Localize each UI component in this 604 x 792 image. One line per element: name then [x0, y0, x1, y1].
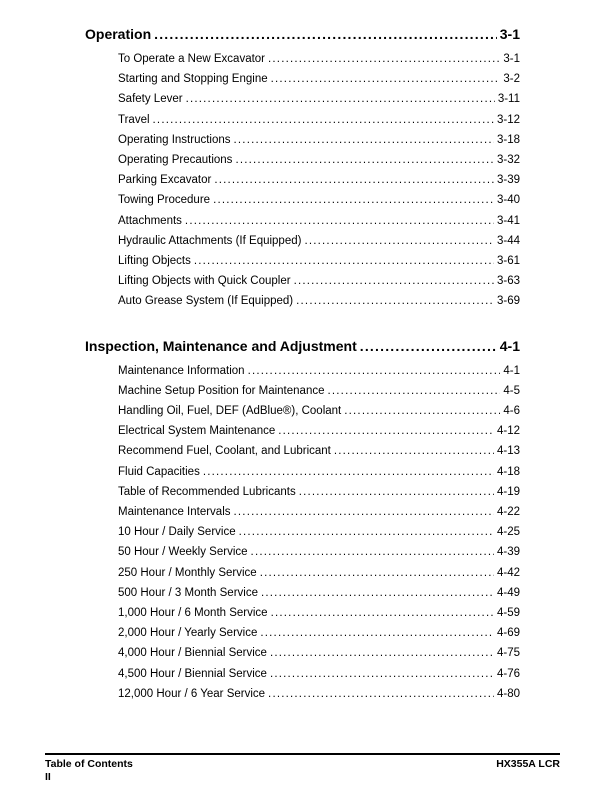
- dot-leader: [268, 49, 500, 69]
- toc-entry-page: 3-1: [503, 53, 520, 65]
- dot-leader: [234, 502, 494, 522]
- dot-leader: [304, 231, 494, 251]
- toc-entry-page: 3-61: [496, 255, 520, 268]
- toc-entry-page: 4-39: [496, 546, 520, 559]
- toc-entry-title: Recommend Fuel, Coolant, and Lubricant: [118, 445, 331, 458]
- toc-entry: [118, 401, 520, 421]
- toc-entry-title: Table of Recommended Lubricants: [118, 485, 296, 498]
- toc-entry-title: Starting and Stopping Engine: [118, 73, 268, 86]
- toc-section-heading: [85, 338, 520, 354]
- dot-leader: [360, 338, 497, 354]
- toc-entry-title: 10 Hour / Daily Service: [118, 526, 236, 539]
- toc-entry: [118, 502, 520, 522]
- toc-entry: [118, 664, 520, 684]
- toc-entry: [118, 361, 520, 381]
- dot-leader: [278, 421, 494, 441]
- dot-leader: [260, 563, 494, 583]
- toc-section-page: 4-1: [499, 337, 520, 354]
- toc-entry-title: Fluid Capacities: [118, 465, 200, 478]
- dot-leader: [153, 110, 494, 130]
- toc-entry-title: Maintenance Intervals: [118, 506, 231, 519]
- dot-leader: [203, 462, 494, 482]
- toc-entry: [118, 482, 520, 502]
- toc-entry-title: 2,000 Hour / Yearly Service: [118, 627, 258, 640]
- toc-entry: [118, 170, 520, 190]
- toc-entry: [118, 563, 520, 583]
- toc-entry-title: Hydraulic Attachments (If Equipped): [118, 234, 302, 247]
- toc-entry: [118, 441, 520, 461]
- toc-entry: [118, 643, 520, 663]
- dot-leader: [268, 684, 494, 704]
- toc-entry-page: 4-5: [503, 384, 520, 397]
- toc-entry-title: Lifting Objects with Quick Coupler: [118, 275, 291, 288]
- toc-entry-title: Safety Lever: [118, 93, 183, 106]
- toc-entry-page: 3-69: [496, 295, 520, 308]
- toc-entry: [118, 421, 520, 441]
- toc-entry-page: 4-80: [496, 687, 520, 700]
- toc-entry: [118, 150, 520, 170]
- toc-entry-page: 3-11: [497, 93, 520, 106]
- dot-leader: [261, 583, 494, 603]
- toc-entry-page: 3-2: [503, 73, 520, 86]
- toc-entry-page: 3-63: [496, 275, 520, 288]
- toc-entry-title: Operating Precautions: [118, 154, 233, 167]
- dot-leader: [271, 69, 501, 89]
- toc-entry-page: 3-39: [496, 174, 520, 187]
- toc-section-title: Inspection, Maintenance and Adjustment: [85, 337, 357, 354]
- toc-entry-page: 4-1: [503, 364, 520, 377]
- toc-entry-title: Lifting Objects: [118, 255, 191, 268]
- toc-entry-page: 3-12: [496, 113, 520, 126]
- dot-leader: [294, 271, 494, 291]
- toc-entry-page: 4-19: [496, 485, 520, 498]
- toc-entry: [118, 69, 520, 89]
- dot-leader: [260, 623, 494, 643]
- footer-section-label: Table of Contents: [45, 758, 133, 770]
- toc-entry-title: Parking Excavator: [118, 174, 212, 187]
- toc-entry: [118, 251, 520, 271]
- footer-model-label: HX355A LCR: [496, 758, 560, 770]
- dot-leader: [185, 211, 494, 231]
- footer-row: [45, 758, 560, 771]
- dot-leader: [327, 381, 500, 401]
- toc-entry: [118, 381, 520, 401]
- toc-entry-page: 4-18: [496, 465, 520, 478]
- toc-entry-page: 3-32: [496, 154, 520, 167]
- page-footer: [45, 753, 560, 784]
- dot-leader: [235, 150, 494, 170]
- toc-entry-title: 50 Hour / Weekly Service: [118, 546, 248, 559]
- toc-entry: [118, 211, 520, 231]
- toc-entry-page: 4-12: [496, 425, 520, 438]
- toc-section-inspection-maintenance: [85, 338, 520, 704]
- toc-entry: [118, 110, 520, 130]
- toc-entry: [118, 542, 520, 562]
- toc-entry-title: Auto Grease System (If Equipped): [118, 295, 294, 308]
- toc-entry: [118, 190, 520, 210]
- toc-entry-title: 12,000 Hour / 6 Year Service: [118, 687, 266, 700]
- toc-entry-title: Maintenance Information: [118, 364, 245, 377]
- toc-section-title: Operation: [85, 26, 152, 42]
- toc-entry-title: Machine Setup Position for Maintenance: [118, 384, 325, 397]
- toc-entry-page: 3-44: [496, 234, 520, 247]
- footer-page-number: II: [45, 771, 51, 783]
- dot-leader: [299, 482, 494, 502]
- dot-leader: [194, 251, 494, 271]
- dot-leader: [186, 89, 495, 109]
- toc-entry-title: Towing Procedure: [118, 194, 211, 207]
- toc-entry-page: 4-59: [496, 607, 520, 620]
- toc-entry: [118, 462, 520, 482]
- dot-leader: [214, 170, 494, 190]
- dot-leader: [251, 542, 494, 562]
- toc-entry-title: Operating Instructions: [118, 133, 231, 146]
- dot-leader: [344, 401, 500, 421]
- toc-entry-page: 4-75: [496, 647, 520, 660]
- toc-entry-page: 4-69: [496, 627, 520, 640]
- toc-entry-title: 4,500 Hour / Biennial Service: [118, 667, 267, 680]
- toc-entry: [118, 271, 520, 291]
- toc-entry-title: Attachments: [118, 214, 182, 227]
- dot-leader: [248, 361, 501, 381]
- toc-entry-page: 4-76: [496, 667, 520, 680]
- dot-leader: [270, 643, 494, 663]
- toc-entry: [118, 49, 520, 69]
- toc-entry-page: 4-25: [496, 526, 520, 539]
- toc-entry: [118, 684, 520, 704]
- toc-entry-page: 3-40: [496, 194, 520, 207]
- dot-leader: [334, 441, 494, 461]
- toc-entry-title: Travel: [118, 113, 150, 126]
- dot-leader: [213, 190, 494, 210]
- toc-entry: [118, 291, 520, 311]
- toc-entry-page: 4-6: [503, 405, 520, 418]
- toc-entry-page: 3-41: [496, 214, 520, 227]
- toc-entry: [118, 231, 520, 251]
- toc-entry: [118, 130, 520, 150]
- toc-entry-title: 1,000 Hour / 6 Month Service: [118, 607, 268, 620]
- toc-entry-page: 3-18: [496, 133, 520, 146]
- toc-section-page: 3-1: [499, 26, 520, 42]
- toc-entry-page: 4-49: [496, 586, 520, 599]
- dot-leader: [270, 664, 494, 684]
- toc-entry: [118, 623, 520, 643]
- toc-entry-title: 4,000 Hour / Biennial Service: [118, 647, 267, 660]
- toc-entry-title: To Operate a New Excavator: [118, 53, 266, 65]
- dot-leader: [154, 26, 497, 42]
- toc-entry-title: Handling Oil, Fuel, DEF (AdBlue®), Coolant: [118, 405, 342, 418]
- toc-entry-page: 4-13: [496, 445, 520, 458]
- toc-section-heading: [85, 26, 520, 42]
- toc-entry-page: 4-42: [496, 566, 520, 579]
- dot-leader: [239, 522, 494, 542]
- toc-entry: [118, 522, 520, 542]
- toc-entry-page: 4-22: [496, 506, 520, 519]
- dot-leader: [234, 130, 494, 150]
- toc-entry-title: 500 Hour / 3 Month Service: [118, 586, 258, 599]
- dot-leader: [271, 603, 494, 623]
- toc-entry: [118, 603, 520, 623]
- toc-entry: [118, 89, 520, 109]
- toc-entry-title: 250 Hour / Monthly Service: [118, 566, 257, 579]
- toc-entry: [118, 583, 520, 603]
- dot-leader: [296, 291, 494, 311]
- toc-section-operation: [85, 26, 520, 312]
- toc-entry-title: Electrical System Maintenance: [118, 425, 276, 438]
